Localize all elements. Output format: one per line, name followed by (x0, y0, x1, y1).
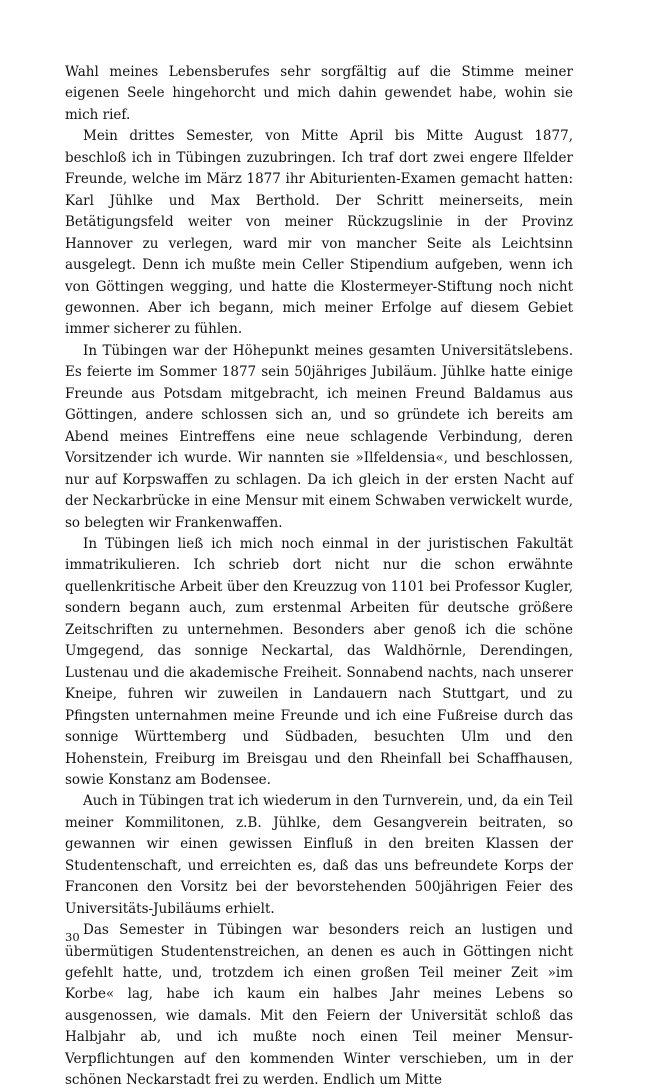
book-page-body (65, 62, 573, 1092)
paragraph-continuation: Wahl meines Lebensberufes sehr sorgfältig auf die Stimme meiner eigenen Seele hingehorcht und mich dahin gewendet habe, wohin sie mich rief. (65, 64, 573, 123)
paragraph: In Tübingen war der Höhepunkt meines gesamten Universitätslebens. Es feierte im Sommer 1877 sein 50jähriges Jubiläum. Jühlke hatte einige Freunde aus Potsdam mitgebracht, ich meinen Freund Baldamus aus Göttingen, andere schlossen sich an, und so gründete ich bereits am Abend meines Eintreffens eine neue schlagende Verbindung, deren Vorsitzender ich wurde. Wir nannten sie »Ilfeldensia«, und beschlossen, nur auf Korpswaffen zu schlagen. Da ich gleich in der ersten Nacht auf der Neckarbrücke in eine Mensur mit einem Schwaben verwickelt wurde, so belegten wir Frankenwaffen. (65, 342, 573, 531)
paragraph: Auch in Tübingen trat ich wiederum in den Turnverein, und, da ein Teil meiner Kommilitonen, z.B. Jühlke, dem Gesangverein beitraten, so gewannen wir einen gewissen Einfluß in den breiten Klassen der Studentenschaft, und erreichten es, daß das uns befreundete Korps der Franconen den Vorsitz bei der bevorstehenden 500jährigen Feier des Universitäts-Jubiläums erhielt. (65, 793, 573, 917)
paragraph: In Tübingen ließ ich mich noch einmal in der juristischen Fakultät immatrikulieren. Ich schrieb dort nicht nur die schon erwähnte quellenkritische Arbeit über den Kreuzzug von 1101 bei Professor Kugler, sondern begann auch, zum erstenmal Arbeiten für deutsche größere Zeitschriften zu unternehmen. Besonders aber genoß ich die schöne Umgegend, das sonnige Neckartal, das Waldhörnle, Derendingen, Lustenau und die akademische Freiheit. Sonnabend nachts, nach unserer Kneipe, fuhren wir zuweilen in Landauern nach Stuttgart, und zu Pfingsten unternahmen meine Freunde und ich eine Fußreise durch das sonnige Württemberg und Südbaden, besuchten Ulm und den Hohenstein, Freiburg im Breisgau und den Rheinfall bei Schaffhausen, sowie Konstanz am Bodensee. (65, 535, 573, 788)
paragraph: Mein drittes Semester, von Mitte April bis Mitte August 1877, beschloß ich in Tübingen zuzubringen. Ich traf dort zwei engere Ilfelder Freunde, welche im März 1877 ihr Abiturienten-Examen gemacht hatten: Karl Jühlke und Max Berthold. Der Schritt meinerseits, mein Betätigungsfeld weiter von meiner Rückzugslinie in der Provinz Hannover zu verlegen, ward mir von mancher Seite als Leichtsinn ausgelegt. Denn ich mußte mein Celler Stipendium aufgeben, wenn ich von Göttingen wegging, und hatte die Klostermeyer-Stiftung noch nicht gewonnen. Aber ich begann, mich meiner Erfolge auf diesem Gebiet immer sicherer zu fühlen. (65, 128, 573, 338)
paragraph: Das Semester in Tübingen war besonders reich an lustigen und übermütigen Studentenstreichen, an denen es auch in Göttingen nicht gefehlt hatte, und, trotzdem ich einen großen Teil meiner Zeit »im Korbe« lag, habe ich kaum ein halbes Jahr meines Lebens so ausgenossen, wie damals. Mit den Feiern der Universität schloß das Halbjahr ab, und ich mußte noch einen Teil meiner Mensur-Verpflichtungen auf den kommenden Winter verschieben, um in der schönen Neckarstadt frei zu werden. Endlich um Mitte (65, 922, 573, 1089)
page-number: 30 (65, 930, 80, 944)
